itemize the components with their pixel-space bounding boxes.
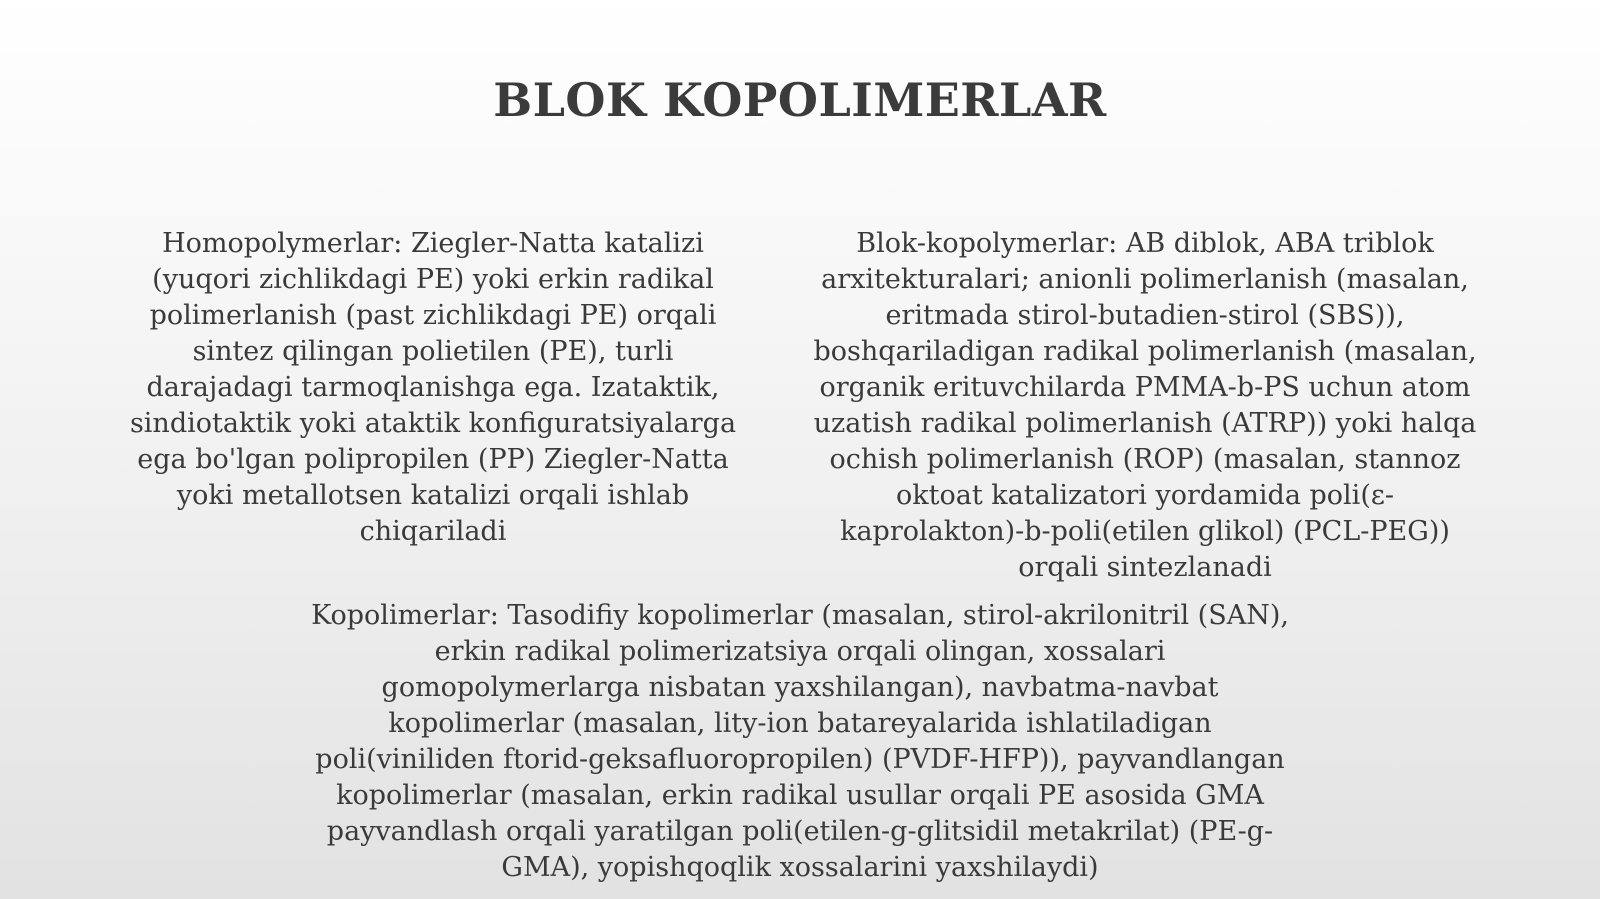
homopolymers-text-block: Homopolymerlar: Ziegler-Natta katalizi (yuqori zichlikdagi PE) yoki erkin radikal polimerlanish (past zichlikdagi PE) orqali sintez qilingan polietilen (PE), turli darajadagi tarmoqlanishga ega. Izataktik, sindiotaktik yoki ataktik konfiguratsiyalarga ega bo'lgan polipropilen (PP) Ziegler-Natta yoki metallotsen katalizi orqali ishlab chiqariladi: [129, 228, 737, 547]
copolymers-text-block: Kopolimerlar: Tasodifiy kopolimerlar (masalan, stirol-akrilonitril (SAN), erkin radikal polimerizatsiya orqali olingan, xossalari gomopolymerlarga nisbatan yaxshilangan), navbatma-navbat kopolimerlar (masalan, lity-ion batareyalarida ishlatiladigan poli(viniliden ftorid-geksafluoropropilen) (PVDF-HFP)), payvandlangan kopolimerlar (masalan, erkin radikal usullar orqali PE asosida GMA payvandlash orqali yaratilgan poli(etilen-g-glitsidil metakrilat) (PE-g- GMA), yopishqoqlik xossalarini yaxshilaydi): [311, 600, 1289, 883]
slide-title: BLOK KOPOLIMERLAR: [493, 73, 1107, 127]
block-copolymers-text-block: Blok-kopolymerlar: AB diblok, ABA triblok arxitekturalari; anionli polimerlanish (masalan, eritmada stirol-butadien-stirol (SBS)), boshqariladigan radikal polimerlanish (masalan, organik erituvchilarda PMMA-b-PS uchun atom uzatish radikal polimerlanish (ATRP)) yoki halqa ochish polimerlanish (ROP) (masalan, stannoz oktoat katalizatori yordamida poli(ε- kaprolakton)-b-poli(etilen glikol) (PCL-PEG)) orqali sintezlanadi: [813, 228, 1477, 583]
